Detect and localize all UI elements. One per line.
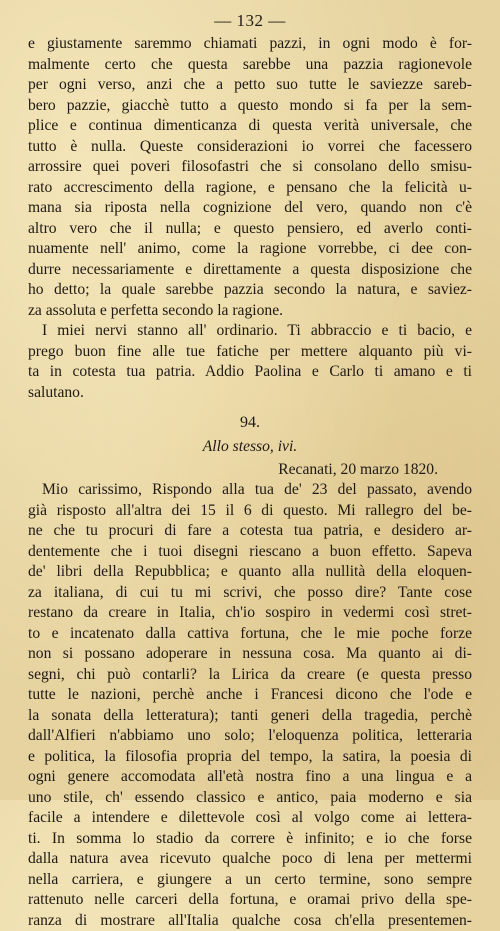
text-line: ranza di mostrare all'Italia qualche cosa ch'ella presentemen-: [28, 911, 472, 931]
text-line: facile a intendere e dilettevole così al volgo come ai lettera-: [28, 808, 472, 829]
text-line: già risposto all'altra dei 15 il 6 di questo. Mi rallegro del be-: [28, 501, 472, 522]
text-line: dentemente che i tuoi disegni riescano a buon effetto. Sapeva: [28, 542, 472, 563]
text-line: salutano.: [28, 383, 472, 404]
text-line: non si possano adoperare in nessuna cosa. Ma quanto ai di-: [28, 644, 472, 665]
text-line: bero pazzie, giacchè tutto a questo mondo si fa per la sem-: [28, 96, 472, 117]
text-line: rattenuto nelle carceri della fortuna, e oramai privo della spe-: [28, 890, 472, 911]
letter-dateline: Recanati, 20 marzo 1820.: [28, 459, 472, 480]
text-line: uno stile, ch' essendo classico e antico, paia moderno e sia: [28, 788, 472, 809]
letter-number: 94.: [28, 413, 472, 433]
text-line: I miei nervi stanno all' ordinario. Ti abbraccio e ti bacio, e: [28, 321, 472, 342]
page-number: — 132 —: [28, 10, 472, 32]
letter-recipient: Allo stesso, ivi.: [28, 437, 472, 457]
text-line: ogni genere accomodata all'età nostra fino a una lingua e a: [28, 767, 472, 788]
text-line: dall'Alfieri n'abbiamo uno solo; l'eloquenza politica, letteraria: [28, 726, 472, 747]
text-line: dalla natura avea ricevuto qualche poco di lena per mettermi: [28, 849, 472, 870]
text-line: segni, chi può contarli? la Lirica da creare (e questa presso: [28, 665, 472, 686]
text-line: de' libri della Repubblica; e quanto alla nullità della eloquen-: [28, 562, 472, 583]
text-line: la sonata della letteratura); tanti generi della tragedia, perchè: [28, 706, 472, 727]
text-line: rato accrescimento della ragione, e pensano che la felicità u-: [28, 178, 472, 199]
text-line: prego buon fine alle tue fatiche per mettere alquanto più vi-: [28, 342, 472, 363]
text-line: mana sia riposta nella cognizione del vero, quando non c'è: [28, 198, 472, 219]
text-line: ta in cotesta tua patria. Addio Paolina e Carlo ti amano e ti: [28, 362, 472, 383]
text-line: nella carriera, e giungere a un certo termine, sono sempre: [28, 870, 472, 891]
text-line: nuamente nell' animo, come la ragione vorrebbe, ci dee con-: [28, 239, 472, 260]
previous-letter-paragraph-1: [28, 34, 472, 321]
text-line: za assoluta e perfetta secondo la ragione.: [28, 301, 472, 322]
text-line: ne che tu procuri di fare a cotesta tua patria, e desidero ar-: [28, 521, 472, 542]
text-line: Mio carissimo, Rispondo alla tua de' 23 del passato, avendo: [28, 480, 472, 501]
text-line: plice e continua dimenticanza di questa verità universale, che: [28, 116, 472, 137]
text-line: tutte le nazioni, perchè anche i Francesi dicono che l'ode e: [28, 685, 472, 706]
text-line: ho detto; la quale sarebbe pazzia secondo la natura, e saviez-: [28, 280, 472, 301]
text-line: za italiana, di cui tu mi scrivi, che posso dire? Tante cose: [28, 583, 472, 604]
text-line: to e incatenato dalla cattiva fortuna, che le mie poche forze: [28, 624, 472, 645]
text-line: restano da creare in Italia, ch'io sospiro in vedermi così stret-: [28, 603, 472, 624]
previous-letter-paragraph-2: [28, 321, 472, 403]
text-line: tutto è nulla. Queste considerazioni io vorrei che facessero: [28, 137, 472, 158]
text-line: per ogni verso, anzi che a petto suo tutte le saviezze sareb-: [28, 75, 472, 96]
text-line: altro vero che il nulla; e questo pensiero, ed averlo conti-: [28, 219, 472, 240]
text-line: e politica, la filosofia propria del tempo, la satira, la poesia di: [28, 747, 472, 768]
letter-body: [28, 480, 472, 931]
text-line: arrossire quei poveri filosofastri che si consolano dello smisu-: [28, 157, 472, 178]
text-line: e giustamente saremmo chiamati pazzi, in ogni modo è for-: [28, 34, 472, 55]
text-line: ti. In somma lo stadio da correre è infinito; e io che forse: [28, 829, 472, 850]
text-line: malmente certo che questa sarebbe una pazzia ragionevole: [28, 55, 472, 76]
text-line: durre necessariamente e direttamente a questa disposizione che: [28, 260, 472, 281]
